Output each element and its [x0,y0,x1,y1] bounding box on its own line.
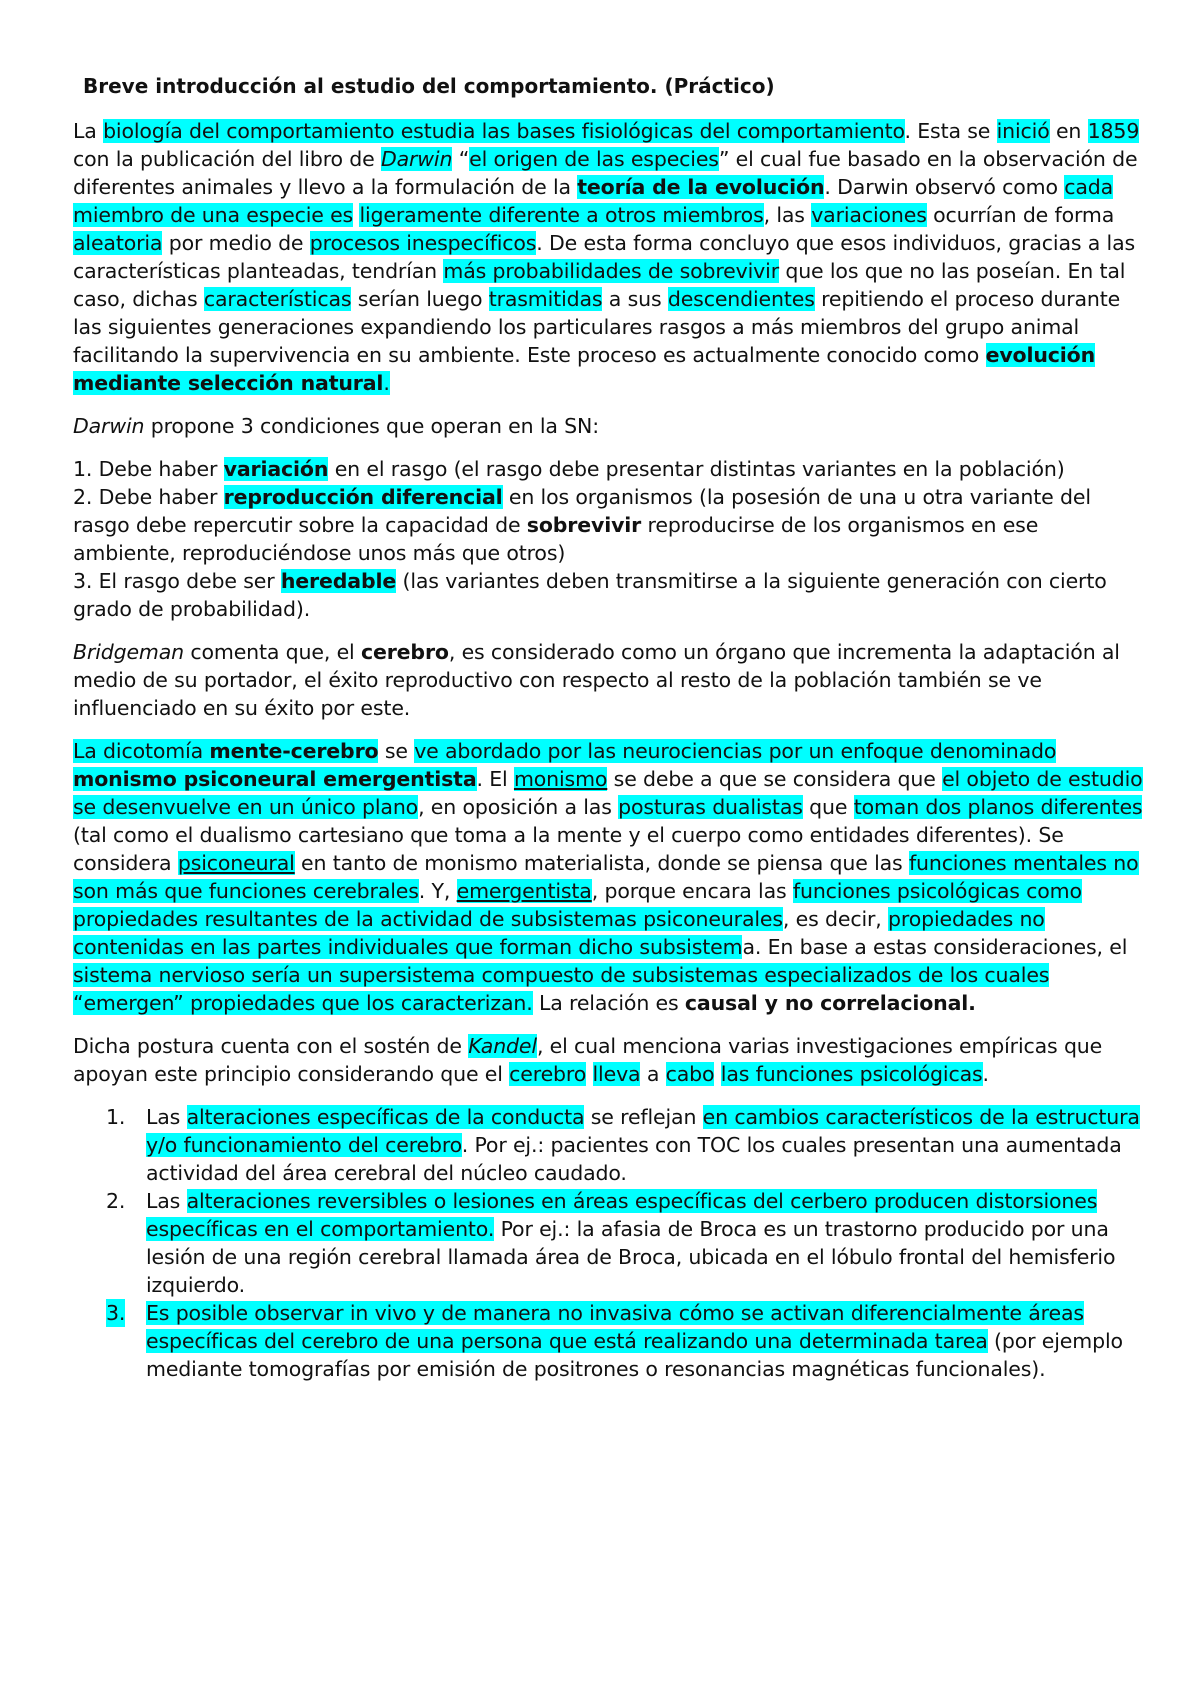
paragraph-bridgeman [73,638,1143,722]
highlighted-text: psiconeural [177,851,295,875]
text-run: con la publicación del libro de [73,147,381,171]
text-run: , porque encara las [591,879,793,903]
highlighted-text: Es posible observar in vivo y de manera no invasiva cómo se activan diferencialmente áreas específicas del cerebro de una persona que está realizando una determinada tarea [146,1301,1084,1353]
text-run: . Por ej.: pacientes con TOC los cuales presentan una aumentada actividad del área cerebral del núcleo caudado. [146,1133,1122,1185]
highlighted-text: alteraciones específicas de la conducta [186,1105,585,1129]
text-run: , es considerado como un órgano que incrementa la adaptación al medio de su portador, el éxito reproductivo con respecto al resto de la población también se ve influenciado en su éxito por este. [73,640,1120,720]
paragraph-conditions-intro [73,412,1143,440]
text-run: Darwin [73,414,145,438]
highlighted-text: variación [223,457,329,481]
highlighted-text: cabo [665,1062,715,1086]
text-run: La relación es [532,991,685,1015]
list-item [106,1103,1143,1187]
highlighted-text: Kandel [468,1034,537,1058]
text-run [586,1062,592,1086]
text-run: reproducirse de los organismos en ese ambiente, reproduciéndose unos más que otros) [73,513,1039,565]
text-run: en el rasgo (el rasgo debe presentar distintas variantes en la población) [328,457,1065,481]
text-run: “ [452,147,470,171]
text-run: (tal como el dualismo cartesiano que toma a la mente y el cuerpo como entidades diferentes). Se considera [73,823,1064,875]
highlighted-text: toman dos planos diferentes [853,795,1143,819]
text-run: , en oposición a las [418,795,619,819]
list-item [106,1187,1143,1299]
highlighted-text: evolución mediante selección natural [73,343,1096,395]
list-number: 2. [106,1189,126,1213]
list-number: 1. [106,1105,126,1129]
text-run: Bridgeman [73,640,184,664]
text-run: sobrevivir [526,513,642,537]
text-run: se debe a que se considera que [607,767,943,791]
document-body [73,72,1143,1383]
text-run: que [802,795,854,819]
highlighted-text: posturas dualistas [618,795,803,819]
highlighted-text: sistema nervioso sería un supersistema compuesto de subsistemas especializados de los cuales “emergen” propiedades que los caracterizan. [73,963,1050,1015]
highlighted-text: trasmitidas [488,287,603,311]
highlighted-text: heredable [280,569,397,593]
text-run: Por ej.: la afasia de Broca es un trastorno producido por una lesión de una región cerebral llamada área de Broca, ubicada en el lóbulo frontal del hemisferio izquierdo. [146,1217,1116,1297]
highlighted-text: Darwin [380,147,453,171]
text-run: 3. El rasgo debe ser [73,569,281,593]
highlighted-text: monismo [513,767,608,791]
highlighted-text: biología del comportamiento estudia las bases fisiológicas del comportamiento [103,119,905,143]
text-run: . [982,1062,989,1086]
highlighted-text: cada miembro de una especie es [73,175,1114,227]
page-title: Breve introducción al estudio del comportamiento. (Práctico) [83,74,775,98]
evidence-list [73,1103,1143,1383]
list-item [73,483,1143,567]
text-run: . Esta se [904,119,997,143]
highlighted-text: en cambios característicos de la estructura y/o funcionamiento del cerebro [146,1105,1140,1157]
text-run: a sus [602,287,668,311]
text-run: . De esta forma concluyo que esos individuos, gracias a las características planteadas, tendrían [73,231,1136,283]
highlighted-text: descendientes [667,287,815,311]
highlighted-text: reproducción diferencial [223,485,503,509]
text-run: , las [763,203,812,227]
text-run: ocurrían de forma [926,203,1115,227]
highlighted-text: propiedades no contenidas en las partes individuales que forman dicho subsistem [73,907,1045,959]
text-run: por medio de [162,231,310,255]
text-run: La [73,119,104,143]
text-run: , es decir, [782,907,889,931]
text-run: en los organismos (la posesión de una u otra variante del rasgo debe repercutir sobre la capacidad de [73,485,1091,537]
list-item [106,1299,1143,1383]
text-run: . El [476,767,514,791]
highlighted-text: procesos inespecíficos [309,231,537,255]
highlighted-text: lleva [592,1062,641,1086]
text-run: causal y no correlacional. [684,991,976,1015]
highlighted-text: La dicotomía [73,739,210,763]
highlighted-text: alteraciones reversibles o lesiones en áreas específicas del cerbero producen distorsiones específicas en el comportamiento. [146,1189,1098,1241]
text-run: serían luego [351,287,489,311]
highlighted-text: 1859 [1087,119,1140,143]
list-number: 3. [106,1301,126,1325]
text-run: 1. Debe haber [73,457,224,481]
text-run: , el cual menciona varias investigaciones empíricas que apoyan este principio considerando que el [73,1034,1103,1086]
text-run: a [640,1062,666,1086]
text-run: . Y, [418,879,457,903]
highlighted-text: . [383,371,390,395]
list-item [73,567,1143,623]
text-run: que los que no las poseían. En tal caso, dichas [73,259,1126,311]
highlighted-text: teoría de la evolución [577,175,825,199]
text-run: Dicha postura cuenta con el sostén de [73,1034,469,1058]
list-item-text [146,1301,1123,1381]
highlighted-text: las funciones psicológicas [720,1062,983,1086]
highlighted-text: funciones psicológicas como propiedades resultantes de la actividad de subsistemas psiconeurales [73,879,1082,931]
text-run: repitiendo el proceso durante las siguientes generaciones expandiendo los particulares rasgos a más miembros del grupo animal facilitando la supervivencia en su ambiente. Este proceso es actualmente conocido como [73,287,1121,367]
text-run: propone 3 condiciones que operan en la SN: [144,414,599,438]
text-run: comenta que, el [184,640,361,664]
list-item [73,455,1143,483]
text-run: Las [146,1189,187,1213]
text-run: ” el cual fue basado en la observación de diferentes animales y llevo a la formulación de la [73,147,1138,199]
highlighted-text: mente-cerebro [209,739,379,763]
text-run: . Darwin observó como [824,175,1065,199]
paragraph-kandel [73,1032,1143,1088]
text-run: se reflejan [584,1105,703,1129]
highlighted-text: monismo psiconeural emergentista [73,767,477,791]
highlighted-text: ve abordado por las neurociencias por un enfoque denominado [414,739,1057,763]
text-run: 2. Debe haber [73,485,224,509]
highlighted-text: aleatoria [73,231,163,255]
list-item-text [146,1189,1115,1297]
text-run: en [1049,119,1088,143]
highlighted-text: cerebro [509,1062,587,1086]
text-run: (por ejemplo mediante tomografías por emisión de positrones o resonancias magnéticas funcionales). [146,1329,1123,1381]
text-run: a. En base a estas consideraciones, el [742,935,1128,959]
paragraph-mind-brain [73,737,1143,1017]
text-run: (las variantes deben transmitirse a la siguiente generación con cierto grado de probabilidad). [73,569,1107,621]
text-run: cerebro [360,640,449,664]
text-run [714,1062,720,1086]
highlighted-text: variaciones [811,203,927,227]
conditions-list [73,455,1143,623]
highlighted-text: el origen de las especies [469,147,719,171]
text-run: en tanto de monismo materialista, donde se piensa que las [294,851,909,875]
text-run: se [378,739,415,763]
highlighted-text: funciones mentales no son más que funciones cerebrales [73,851,1139,903]
paragraph-darwin-intro [73,117,1143,397]
highlighted-text: inició [996,119,1050,143]
highlighted-text: características [203,287,352,311]
highlighted-text: emergentista [456,879,592,903]
highlighted-text: más probabilidades de sobrevivir [443,259,779,283]
text-run: Las [146,1105,187,1129]
highlighted-text: ligeramente diferente a otros miembros [359,203,764,227]
list-item-text [146,1105,1140,1185]
highlighted-text: el objeto de estudio se desenvuelve en un único plano [73,767,1143,819]
